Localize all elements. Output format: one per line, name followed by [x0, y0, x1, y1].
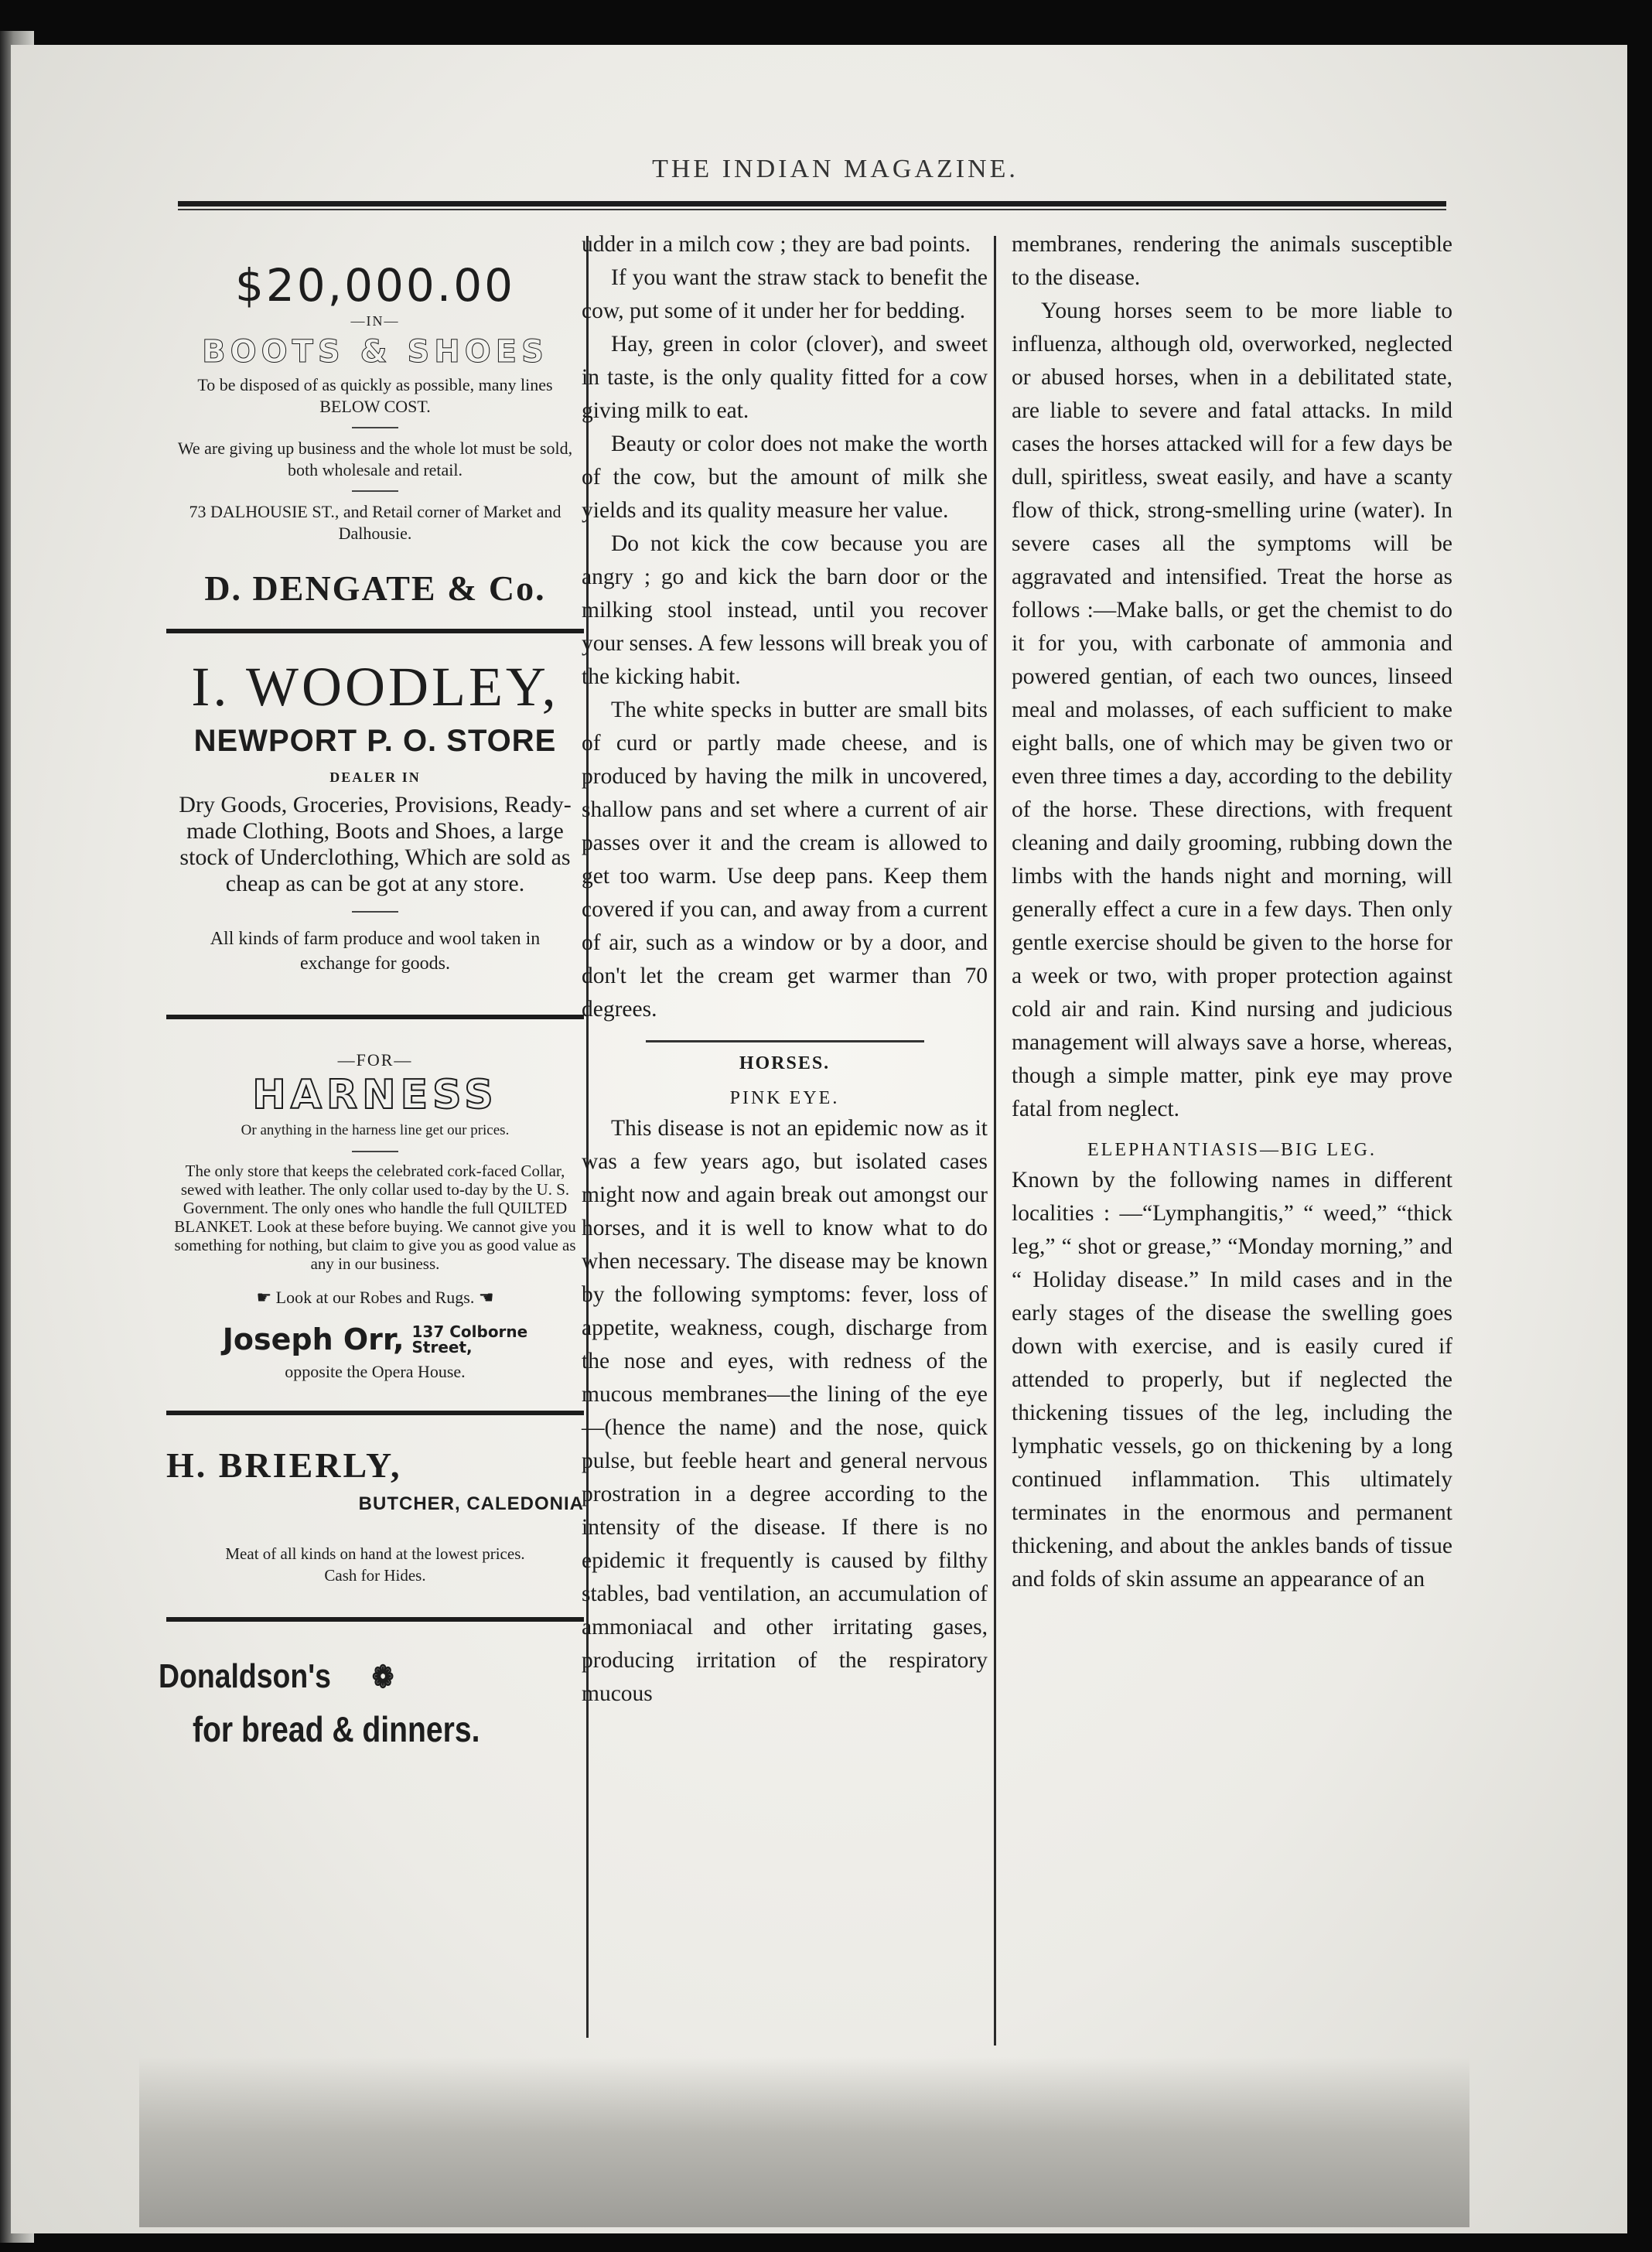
ad-boots-shoes: BOOTS & SHOES: [202, 334, 548, 370]
ad-line: We are giving up business and the whole lot must be sold, both wholesale and retail.: [177, 438, 573, 479]
orr-name-block: [159, 1322, 592, 1356]
divider: [352, 427, 398, 428]
subsection-heading: PINK EYE.: [729, 1088, 840, 1108]
orr-name: Joseph Orr,: [222, 1322, 404, 1356]
paragraph: Known by the following names in different localities : —“Lymphangitis,” “ weed,” “thick leg,” “ shot or grease,” “Monday morning,” and “ Holiday disease.” In mild cases and in the early stages of the disease the swelling goes down with exercise, and is easily cured if attended to properly, but if neglected the thickening tissues of the leg, including the lymphatic vessels, go on thickening by a long continued inflammation. This ultimately terminates in the enormous and permanent thickening, and about the ankles bands of tissue and folds of skin assume an appearance of an: [1012, 1168, 1452, 1592]
section-heading: HORSES.: [739, 1053, 831, 1073]
paragraph: If you want the straw stack to benefit the cow, put some of it under her for bedding.: [582, 265, 988, 323]
ad-separator: [166, 1411, 584, 1415]
orr-sub: Or anything in the harness line get our prices.: [241, 1122, 510, 1138]
donaldson-ad: [159, 1657, 592, 1750]
brierly-text: Meat of all kinds on hand at the lowest prices.: [225, 1544, 525, 1563]
orr-text: The only store that keeps the celebrated cork-faced Collar, sewed with leather. The only collar used to-day by the U. S. Government. The only ones who handle the full QUILTED BLANKET. Look at these before buying. We cannot give you something for nothing, but claim to give you as good value as any in our business.: [174, 1162, 576, 1273]
masthead: [178, 155, 1446, 210]
ad-separator: [166, 629, 584, 633]
brierly-hides: Cash for Hides.: [324, 1566, 426, 1585]
paragraph: Hay, green in color (clover), and sweet in taste, is the only quality fitted for a cow giving milk to eat.: [582, 332, 988, 423]
article-column-3: [1012, 228, 1452, 1596]
dengate-firm: D. DENGATE & Co.: [204, 568, 546, 608]
column-divider-2: [994, 236, 996, 2046]
ad-line: 73 DALHOUSIE ST., and Retail corner of Market and Dalhousie.: [189, 502, 561, 543]
orr-harness: HARNESS: [252, 1072, 498, 1118]
donaldson-name: Donaldson's: [159, 1657, 331, 1695]
orr-address-line1: 137 Colborne: [411, 1322, 528, 1341]
paragraph: Beauty or color does not make the worth of the cow, but the amount of milk she yields and its quality measure her value.: [582, 432, 988, 523]
paragraph: The white specks in butter are small bits of curd or partly made cheese, and is produced by having the milk in uncovered, shallow pans and set where a current of air passes over it and the cream is allowed to get too warm. Use deep pans. Keep them covered if you can, and away from a current of air, such as a window or by a door, and don't let the cream get warmer than 70 degrees.: [582, 698, 988, 1022]
woodley-produce: All kinds of farm produce and wool taken in exchange for goods.: [210, 929, 541, 974]
ad-price: $20,000.00: [234, 259, 516, 312]
woodley-goods: Dry Goods, Groceries, Provisions, Ready-made Clothing, Boots and Shoes, a large stock of Underclothing, Which are sold as cheap as can be got at any store.: [179, 792, 572, 896]
orr-ad: [159, 1050, 592, 1383]
paragraph: Do not kick the cow because you are angry ; go and kick the barn door or the milking stool instead, until you recover your senses. A few lessons will break you of the kicking habit.: [582, 531, 988, 689]
woodley-store: NEWPORT P. O. STORE: [193, 724, 557, 758]
dengate-ad: [159, 259, 592, 609]
ad-separator: [166, 1015, 584, 1019]
brierly-ad: [159, 1445, 592, 1586]
paragraph: udder in a milch cow ; they are bad points.: [582, 232, 971, 257]
section-rule: [646, 1040, 924, 1042]
flower-ornament-icon: ❁: [371, 1660, 394, 1694]
brierly-name: H. BRIERLY,: [166, 1445, 402, 1485]
orr-address-line2: Street,: [411, 1338, 473, 1356]
orr-for: —FOR—: [337, 1050, 413, 1070]
donaldson-line2: for bread & dinners.: [193, 1709, 480, 1749]
divider: [352, 490, 398, 492]
article-column-2: [582, 228, 988, 1711]
ads-column: [159, 228, 592, 1750]
orr-opposite: opposite the Opera House.: [285, 1362, 466, 1381]
masthead-rule: [178, 201, 1446, 206]
paragraph: This disease is not an epidemic now as it was a few years ago, but isolated cases might now and again break out amongst our horses, and it is well to know what to do when necessary. The disease may be known by the following symptoms: fever, loss of appetite, weakness, cough, discharge from the nose and eyes, with redness of the mucous membranes—the lining of the eye —(hence the name) and the nose, quick pulse, but feeble heart and general nervous prostration in a degree according to the intensity of the disease. If there is no epidemic it frequently is caused by filthy stables, bad ventilation, an accumulation of ammoniacal and other irritating gases, producing irritation of the respiratory mucous: [582, 1116, 988, 1706]
woodley-dealer: DEALER IN: [329, 769, 421, 785]
ad-separator: [166, 1617, 584, 1622]
brierly-butcher: BUTCHER, CALEDONIA: [358, 1493, 584, 1514]
ad-in: —IN—: [350, 313, 400, 329]
subsection-heading: ELEPHANTIASIS—BIG LEG.: [1087, 1140, 1377, 1160]
woodley-ad: [159, 655, 592, 976]
ad-line: To be disposed of as quickly as possible, many lines BELOW COST.: [197, 375, 553, 416]
divider: [352, 911, 398, 913]
orr-robes: ☛ Look at our Robes and Rugs. ☚: [256, 1288, 494, 1307]
paragraph: membranes, rendering the animals susceptible to the disease.: [1012, 232, 1452, 290]
paragraph: Young horses seem to be more liable to influenza, although old, overworked, neglected or abused horses, when in a debilitated state, are liable to severe and fatal attacks. In mild cases the horses attacked will for a few days be dull, spiritless, sweat easily, and have a scanty flow of thick, strong-smelling urine (water). In severe cases all the symptoms will be aggravated and intensified. Treat the horse as follows :—Make balls, or get the chemist to do it for you, with carbonate of ammonia and powered gentian, of each two ounces, linseed meal and molasses, of each sufficient to make eight balls, one of which may be given two or even three times a day, according to the debility of the horse. These directions, with frequent cleaning and daily grooming, rubbing down the limbs with the hands night and morning, will generally effect a cure in a few days. Then only gentle exercise should be given to the horse for a week or two, with proper protection against cold air and rain. Kind nursing and judicious management will always save a horse, whereas, though a simple matter, pink eye may prove fatal from neglect.: [1012, 299, 1452, 1121]
page-shadow: [139, 2057, 1469, 2227]
donaldson-line1: [159, 1657, 527, 1696]
divider: [352, 1151, 398, 1152]
magazine-title: THE INDIAN MAGAZINE.: [652, 155, 1019, 183]
woodley-name: I. WOODLEY,: [191, 656, 559, 718]
orr-address: [412, 1324, 528, 1355]
masthead-rule-thin: [178, 209, 1446, 210]
orr-robes-text: Look at our Robes and Rugs.: [275, 1288, 475, 1307]
